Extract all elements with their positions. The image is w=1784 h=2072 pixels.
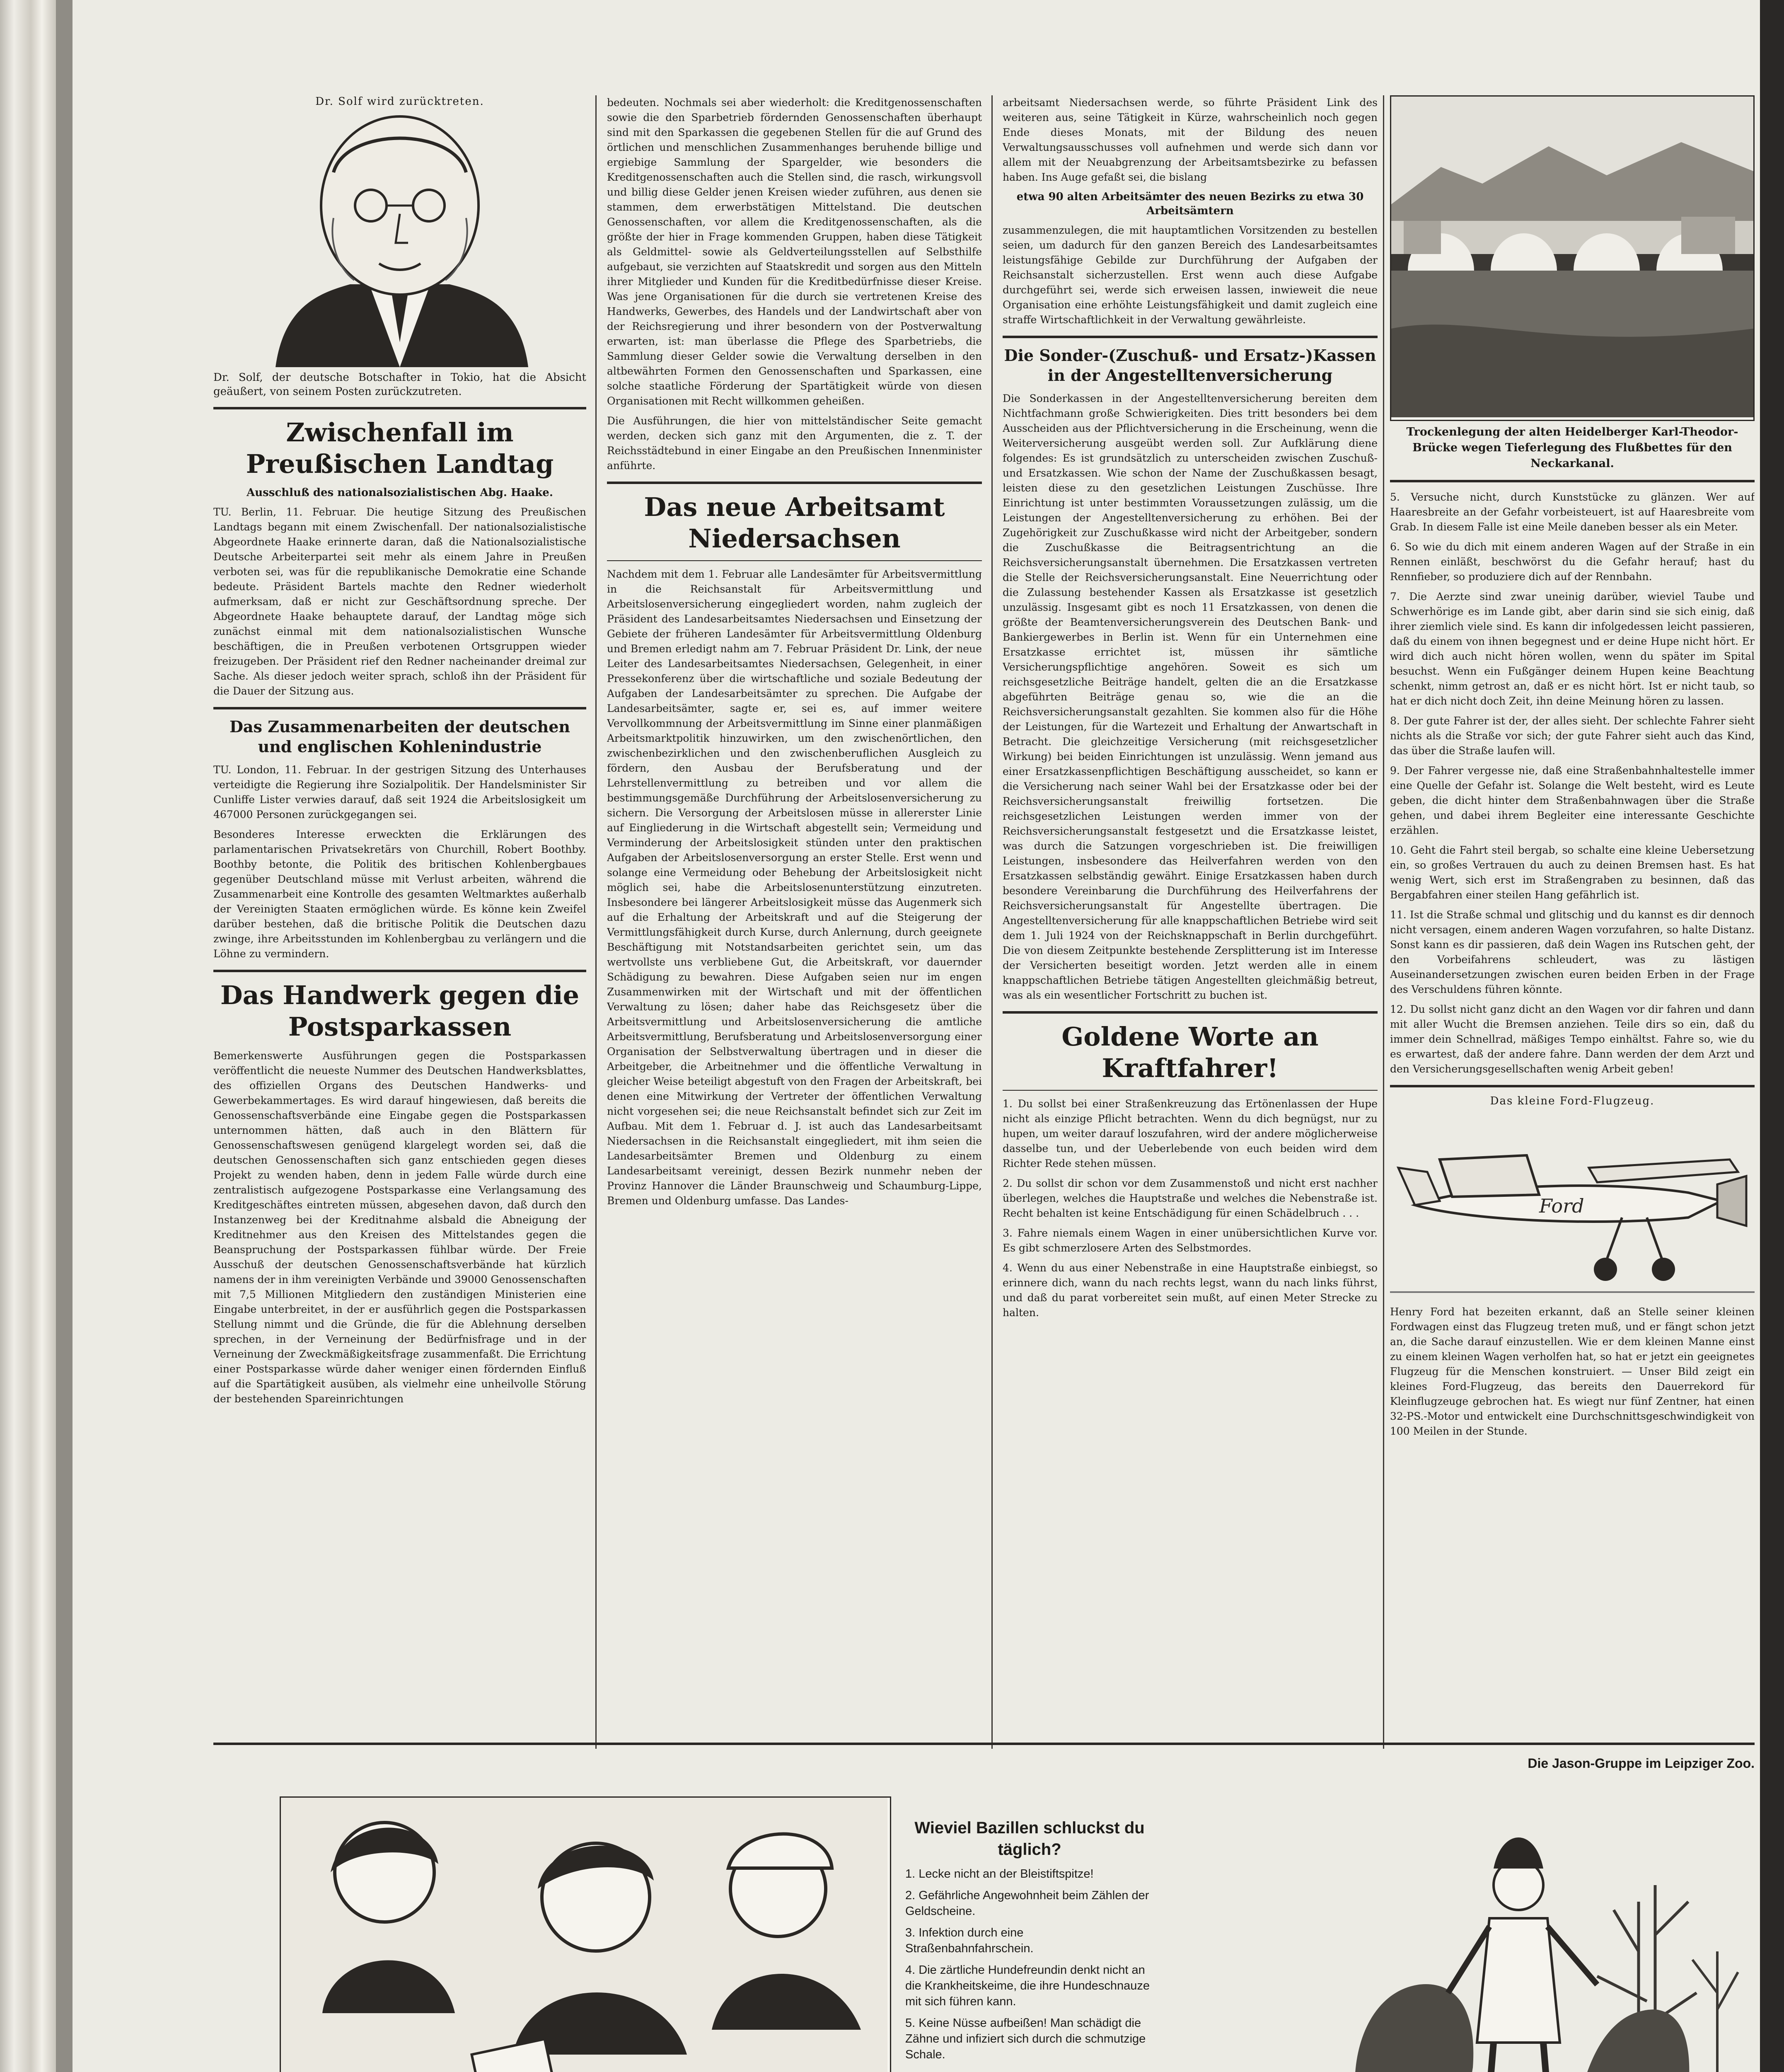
arbeitsamt-continued: arbeitsamt Niedersachsen werde, so führte Präsident Link des weiteren aus, seine Tätigkeit in Kürze, wahrscheinlich noch gegen Ende dieses Monats, mit der Bildung des neuen Verwaltungsausschusses voll aufnehmen und werde sich dann vor allem mit der Neuabgrenzung der Arbeitsamtsbezirke zu befassen haben. Ins Auge gefaßt sei, die bislang	[1003, 97, 1378, 183]
bazillen-item: 5. Keine Nüsse aufbeißen! Man schädigt die Zähne und infiziert sich durch die schmutzige Schale.	[905, 2016, 1146, 2061]
bazillen-item: 3. Infektion durch eine Straßenbahnfahrschein.	[905, 1926, 1034, 1955]
ford-plane-illustration	[1390, 1110, 1755, 1305]
ford-text: Henry Ford hat bezeiten erkannt, daß an Stelle seiner kleinen Fordwagen einst das Flugzeug treten muß, und er fängt schon jetzt an, die Sache darauf einzustellen. Wie er dem kleinen Manne einst zu einem kleinen Wagen verholfen hat, so hat er jetzt ein geeignetes Flugzeug für die Menschen konstruiert. — Unser Bild zeigt ein kleines Ford-Flugzeug, das bereits den Dauerrekord für Kleinflugzeuge gebrochen hat. Es wiegt nur fünf Zentner, hat einen 32-PS.-Motor und entwickelt eine Durchschnittsgeschwindigkeit von 100 Meilen in der Stunde.	[1390, 1306, 1755, 1437]
column-3	[1003, 95, 1378, 1753]
bazillen-item: 2. Gefährliche Angewohnheit beim Zählen der Geldscheine.	[905, 1889, 1149, 1918]
portrait-caption: Dr. Solf, der deutsche Botschafter in Tokio, hat die Absicht geäußert, von seinem Posten zurückzutreten.	[213, 371, 586, 398]
kohlen-text-2: Besonderes Interesse erweckten die Erklärungen des parlamentarischen Privatsekretärs von Churchill, Robert Boothby. Boothby betonte, die Politik des britischen Kohlenbergbaues gegenüber Deutschland müsse mit Verlust arbeiten, während die Zusammenarbeit eine Kontrolle des gesamten Weltmarktes außerhalb der Vereinigten Staaten ermöglichen würde. Es könne kein Zweifel darüber bestehen, daß die britische Politik die Deutschen dazu zwinge, ihre Arbeitsstunden im Kohlenbergbau zu verlängern und die Löhne zu vermindern.	[213, 828, 586, 960]
column-rule	[595, 95, 597, 1749]
bridge-caption: Trockenlegung der alten Heidelberger Karl-Theodor-Brücke wegen Tieferlegung des Flußbettes für den Neckarkanal.	[1406, 426, 1738, 470]
divider	[213, 970, 586, 972]
ersatz-text: Die Sonderkassen in der Angestelltenversicherung bereiten dem Nichtfachmann große Schwierigkeiten. Dies tritt besonders bei dem Ausscheiden aus der Pflichtversicherung in die Erscheinung, wenn die Weiterversicherung ausgeübt werden soll. Zur Aufklärung diene folgendes: Es ist grundsätzlich zu unterscheiden zwischen Zuschuß- und Ersatzkassen. Wie schon der Name der Zuschußkassen besagt, leisten diese zu den gesetzlichen Leistungen Zuschüsse. Ihre Einrichtung ist unter bestimmten Voraussetzungen zulässig, um die Leistungen der Angestelltenversicherung zu erhöhen. Bei der Zugehörigkeit zur Zuschußkasse wird nicht der Arbeitgeber, sondern die Zuschußkasse die Beitragsentrichtung an die Reichsversicherungsanstalt übernehmen. Die Ersatzkassen vertreten die Stelle der Reichsversicherungsanstalt. Eine Neuerrichtung oder die Zulassung bestehender Kassen als Ersatzkasse ist gesetzlich unzulässig. Insgesamt gibt es noch 11 Ersatzkassen, von denen die größte der Beamtenversicherungsverein des Deutschen Bank- und Bankiergewerbes in Berlin ist. Wenn für ein Unternehmen eine Ersatzkasse errichtet ist, müssen ihr sämtliche Versicherungspflichtige angehören. Soweit es sich um reichsgesetzliche Beiträge handelt, gelten die an die Ersatzkasse abgeführten Beiträge genau so, wie die an die Reichsversicherungsanstalt gezahlten. Sie kommen also für die Höhe der Leistungen, für die Wartezeit und Erhaltung der Anwartschaft in Betracht. Die gleichzeitige Versicherung (mit reichsgesetzlicher Wirkung) bei beiden Einrichtungen ist unzulässig. Wenn jemand aus einer Ersatzkassenpflichtigen Beschäftigung ausscheidet, so kann er die Versicherung nach seiner Wahl bei der Ersatzkasse oder bei der Reichsversicherungsanstalt freiwillig fortsetzen. Die reichsgesetzlichen Leistungen werden immer von der Reichsversicherungsanstalt festgesetzt und die Ersatzkasse leistet, was durch die Satzungen vorgeschrieben ist. Die freiwilligen Leistungen, insbesondere das Heilverfahren werden von den Ersatzkassen selbständig gewährt. Einige Ersatzkassen haben durch besondere Vereinbarung die Durchführung des Heilverfahrens der Reichsversicherungsanstalt für Angestellte übertragen. Die Angestelltenversicherung für alle knappschaftlichen Betriebe wird seit dem 1. Juli 1924 von der Reichsknappschaft in Berlin durchgeführt. Die von diesem Zeitpunkte bestehende Zersplitterung ist im Interesse der Versicherten beseitigt worden. Jetzt werden alle in einem knappschaftlichen Betriebe tätigen Angestellten gleichmäßig betreut, was als ein wesentlicher Fortschritt zu buchen ist.	[1003, 392, 1378, 1001]
divider	[607, 482, 982, 484]
goldene-item-8: 8. Der gute Fahrer ist der, der alles sieht. Der schlechte Fahrer sieht nichts als die Straße vor sich; der gute Fahrer sieht auch das Kind, das über die Straße laufen will.	[1390, 715, 1755, 757]
column-rule	[991, 95, 993, 1749]
newspaper-page	[73, 0, 1760, 2072]
kohlen-text-1: TU. London, 11. Februar. In der gestrigen Sitzung des Unterhauses verteidigte die Regierung ihre Sozialpolitik. Der Handelsminister Sir Cunliffe Lister verwies darauf, daß seit 1924 die Arbeitslosigkeit um 467000 Personen zurückgegangen sei.	[213, 764, 586, 821]
people-woodcut-icon	[281, 1798, 887, 2072]
goldene-item-9: 9. Der Fahrer vergesse nie, daß eine Straßenbahnhaltestelle immer eine Quelle der Gefahr ist. Solange die Welt besteht, wird es Leute geben, die dicht hinter dem Straßenbahnwagen über die Straße gehen, und dabei ihrem Begleiter eine interessante Geschichte erzählen.	[1390, 765, 1755, 836]
plane-label: Ford	[1539, 1195, 1584, 1217]
goldene-item-4: 4. Wenn du aus einer Nebenstraße in eine Hauptstraße einbiegst, so erinnere dich, wann du nach rechts legst, wann du nach links führst, und daß du parat vorbereitet sein mußt, auf einen Meter Strecke zu halten.	[1003, 1262, 1378, 1319]
handwerk-continued: bedeuten. Nochmals sei aber wiederholt: die Kreditgenossenschaften sowie die den Sparbetrieb fördernden Genossenschaften überhaupt sind mit den Sparkassen die gegebenen Stellen für die auf Grund des örtlichen und menschlichen Zusammenhanges beruhende billige und ergiebige Sammlung der Spargelder, wie besonders die Kreditgenossenschaften auch die Stellen sind, die rasch, wirkungsvoll und billig diese Gelder jenen Kreisen wieder zuführen, aus denen sie stammen, dem erwerbstätigen Mittelstand. Die deutschen Genossenschaften, vor allem die Kreditgenossenschaften, als die größte der hier in Frage kommenden Gruppen, haben diese Tätigkeit als Geldmittel- sowie als Geldverteilungsstellen auf Selbsthilfe aufgebaut, sie verzichten auf Staatskredit und sorgen aus den Mitteln ihrer Mitglieder und Kunden für die Kreditbedürfnisse dieser Kreise. Was jene Organisationen für die durch sie vertretenen Kreise des Handwerks, Gewerbes, des Handels und der Landwirtschaft aber von der Reichsregierung und ihrer besondern von der Postverwaltung erwarten, ist: man überlasse die Pflege des Sparbetriebs, die Sammlung dieser Gelder sowie die Verwaltung derselben in den altbewährten Formen den Genossenschaften und Sparkassen, eine solche staatliche Förderung der Spartätigkeit würde von diesen Organisationen mit Recht willkommen geheißen.	[607, 97, 982, 407]
column-1	[213, 95, 586, 1753]
goldene-item-3: 3. Fahre niemals einem Wagen in einer unübersichtlichen Kurve vor. Es gibt schmerzlosere Arten des Selbstmordes.	[1003, 1227, 1378, 1254]
divider	[1390, 480, 1755, 482]
handwerk-headline: Das Handwerk gegen die Postsparkassen	[220, 980, 580, 1042]
divider	[607, 560, 982, 561]
handwerk-conclusion: Die Ausführungen, die hier von mittelständischer Seite gemacht werden, decken sich ganz mit den Argumenten, die z. T. der Reichsstädtebund in einer Eingabe an den Preußischen Innenminister anführte.	[607, 415, 982, 472]
arbeitsamt-headline: Das neue Arbeitsamt Niedersachsen	[644, 492, 945, 554]
goldene-item-11: 11. Ist die Straße schmal und glitschig und du kannst es dir dennoch nicht versagen, einem anderen Wagen vorzufahren, so halte Distanz. Sonst kann es dir passieren, daß dein Wagen ins Rutschen geht, der den Vorbeifahrens schleudert, was zu lästigen Auseinandersetzungen zwischen euren beiden Erben in der Frage des Verschuldens führen könnte.	[1390, 909, 1755, 995]
divider	[1003, 1090, 1378, 1091]
book-spine	[0, 0, 56, 2072]
goldene-item-6: 6. So wie du dich mit einem anderen Wagen auf der Straße in ein Rennen einläßt, beschwörst du die Gefahr herauf; hast du Rennfieber, so produziere dich auf der Rennbahn.	[1390, 541, 1755, 583]
bottom-section	[213, 1751, 1755, 2072]
bazillen-item: 4. Die zärtliche Hundefreundin denkt nicht an die Krankheitskeime, die ihre Hundeschnauze mit sich führen kann.	[905, 1963, 1150, 2008]
airplane-icon	[1390, 1110, 1755, 1305]
arbeitsamt-text: Nachdem mit dem 1. Februar alle Landesämter für Arbeitsvermittlung in die Reichsanstalt für Arbeitsvermittlung und Arbeitslosenversicherung eingegliedert worden, nahm zugleich der Präsident des Landesarbeitsamtes Niedersachsen und Einsetzung der Gebiete der früheren Landesämter für Arbeitsvermittlung Oldenburg und Bremen erledigt nahm am 7. Februar Präsident Dr. Link, der neue Leiter des Landesarbeitsamtes Niedersachsen, Gelegenheit, in einer Pressekonferenz über die wirtschaftliche und soziale Bedeutung der Aufgaben der Landesarbeitsämter zu sprechen. Die Aufgabe der Landesarbeitsämter, sagte er, sei es, auf immer weitere Vervollkommnung der Arbeitsvermittlung im Sinne einer planmäßigen Arbeitsmarktpolitik hinzuwirken, um den zwischenörtlichen, den zwischenbezirklichen und den zwischenberuflichen Ausgleich zu fördern, den Ausbau der Berufsberatung und der Lehrstellenvermittlung zu betreiben und vor allem die bestimmungsgemäße Durchführung der Arbeitslosenversicherung zu sichern. Die Versorgung der Arbeitslosen müsse in allererster Linie auf Eingliederung in die Wirtschaft abgestellt sein; Vermeidung und Verminderung der Arbeitslosigkeit stünden unter den praktischen Aufgaben der Arbeitslosenversorgung an erster Stelle. Erst wenn und solange eine Vermeidung oder Behebung der Arbeitslosigkeit nicht möglich sei, habe die Arbeitslosenunterstützung einzutreten. Insbesondere bei längerer Arbeitslosigkeit müsse das Augenmerk sich auf die Erhaltung der Arbeitskraft und auf die Steigerung der Vermittlungsfähigkeit durch Kurse, durch Anlernung, durch geeignete Beschäftigung mit Notstandsarbeiten gerichtet sein, um das wertvollste uns verbliebene Gut, die Arbeitskraft, vor dauernder Schädigung zu bewahren. Diese Aufgaben seien nur im engen Zusammenwirken mit der Wirtschaft und mit der öffentlichen Verwaltung zu lösen; daher habe das Reichsgesetz über die Arbeitsvermittlung und Arbeitslosenversicherung die amtliche Arbeitsvermittlung, Berufsberatung und Arbeitslosenversorgung einer Organisation der Selbstverwaltung übertragen und in dieser die Arbeitgeber, die Arbeitnehmer und die öffentliche Verwaltung in gleicher Weise beteiligt abgestuft von den Fragen der Arbeitskraft, bei denen eine Mitwirkung der Vertreter der öffentlichen Verwaltung nicht vorgesehen sei; die neue Reichsanstalt befindet sich zur Zeit im Aufbau. Mit dem 1. Februar d. J. ist auch das Landesarbeitsamt Niedersachsen in die Reichsanstalt eingegliedert, mit ihm seien die Landesarbeitsämter Bremen und Oldenburg zu einem Landesarbeitsamt vereinigt, dessen Bezirk nunmehr neben der Provinz Hannover die Länder Braunschweig und Schaumburg-Lippe, Bremen und Oldenburg umfasse. Das Landes-	[607, 568, 982, 1207]
man-portrait-icon	[213, 110, 586, 367]
ford-title: Das kleine Ford-Flugzeug.	[1490, 1095, 1655, 1107]
bazillen-title: Wieviel Bazillen schluckst du täglich?	[914, 1819, 1145, 1859]
portrait-title: Dr. Solf wird zurücktreten.	[315, 95, 484, 108]
divider	[213, 407, 586, 409]
goldene-item-10: 10. Geht die Fahrt steil bergab, so schalte eine kleine Uebersetzung ein, so großes Vertrauen du auch zu deinen Bremsen hast. Es hat wenig Wert, sich erst im Straßengraben zu besinnen, daß das Bergabfahren einer steilen Hang gefährlich ist.	[1390, 844, 1755, 901]
goldene-item-12: 12. Du sollst nicht ganz dicht an den Wagen vor dir fahren und dann mit aller Wucht die Bremsen anziehen. Teile dirs so ein, daß du immer dein Schnellrad, mäßiges Tempo einhältst. Fahre so, wie du es erwartest, daß der andere fahre. Dann werden der dem Arzt und den Versicherungsgesellschaften wenig Arbeit geben!	[1390, 1003, 1755, 1075]
goldene-item-5: 5. Versuche nicht, durch Kunststücke zu glänzen. Wer auf Haaresbreite an der Gefahr vorbeisteuert, ist auf Haaresbreite vom Grab. In diesem Falle ist eine Meile daneben besser als ein Meter.	[1390, 491, 1755, 533]
page-gutter	[56, 0, 73, 2072]
landtag-text: TU. Berlin, 11. Februar. Die heutige Sitzung des Preußischen Landtags begann mit einem Zwischenfall. Der nationalsozialistische Abgeordnete Haake erinnerte daran, daß die Nationalsozialistische Deutsche Arbeiterpartei seit mehr als einem Jahre in Preußen verboten sei, was für die republikanische Demokratie eine Schande bedeute. Präsident Bartels machte den Redner wiederholt aufmerksam, daß er nicht zur Geschäftsordnung spreche. Der Abgeordnete Haake behauptete darauf, der Landtag möge sich zunächst einmal mit dem nationalsozialistischen Wunsche beschäftigen, die in Preußen verbotenen Ortsgruppen wieder freizugeben. Der Präsident rief den Redner nacheinander dreimal zur Sache. Als dieser jedoch weiter sprach, schloß ihn der Präsident für die Dauer der Sitzung aus.	[213, 506, 586, 697]
kohlen-headline: Das Zusammenarbeiten der deutschen und englischen Kohlenindustrie	[229, 717, 570, 756]
divider	[213, 707, 586, 709]
statue-icon	[1282, 1777, 1755, 2072]
landtag-headline: Zwischenfall im Preußischen Landtag	[246, 417, 554, 479]
arbeitsamt-highlight: etwa 90 alten Arbeitsämter des neuen Bezirks zu etwa 30 Arbeitsämtern	[1016, 191, 1364, 217]
divider	[1003, 1011, 1378, 1014]
book-edge	[1760, 0, 1784, 2072]
ersatz-headline: Die Sonder-(Zuschuß- und Ersatz-)Kassen in der Angestelltenversicherung	[1004, 346, 1376, 385]
handwerk-text: Bemerkenswerte Ausführungen gegen die Postsparkassen veröffentlicht die neueste Nummer des Deutschen Handwerksblattes, des offiziellen Organs des Deutschen Handwerks- und Gewerbekammertages. Es wird darauf hingewiesen, daß bereits die Genossenschaftsverbände eine Eingabe gegen die Postsparkassen unternommen hätten, daß auch in den Blättern für Genossenschaftswesen genügend klargelegt worden sei, daß die deutschen Genossenschaften sich ganz entschieden gegen dieses Projekt zu wenden haben, denn in jedem Falle würde durch eine zentralistisch aufgezogene Postsparkasse eine Verlangsamung des Kreditgeschäftes eintreten müssen, abgesehen davon, daß durch den Instanzenweg bei der Kreditnahme alsbald die Abneigung der Kreditnehmer aus den Kreisen des Mittelstandes gegen die Beanspruchung der Postsparkassen fühlbar würde. Der Freie Ausschuß der deutschen Genossenschaftsverbände hat kürzlich namens der in ihm vereinigten Verbände und 39000 Genossenschaften mit 7,5 Millionen Mitgliedern den zuständigen Ministerien eine Eingabe unterbreitet, in der er ausführlich gegen die Postsparkassen Stellung nimmt und die Gründe, die für die Ablehnung derselben sprechen, in der Verneinung der Bedürfnisfrage und in der Verneinung der Zweckmäßigkeitsfrage zusammenfaßt. Die Errichtung einer Postsparkasse würde daher weniger einen fördernden Einfluß auf die Spartätigkeit ausüben, als vielmehr eine unheilvolle Störung der bestehenden Spareinrichtungen	[213, 1050, 586, 1405]
arbeitsamt-continued-2: zusammenzulegen, die mit hauptamtlichen Vorsitzenden zu bestellen seien, um dadurch für den ganzen Bereich des Landesarbeitsamtes leistungsfähige Gebilde zur Durchführung der Aufgaben der Reichsanstalt sicherzustellen. Erst wenn auch diese Aufgabe durchgeführt sei, werde sich erweisen lassen, inwieweit die neue Organisation eine erhöhte Leistungsfähigkeit und damit zugleich eine straffe Wirtschaftlichkeit in der Verwaltung gewährleiste.	[1003, 224, 1378, 326]
goldene-item-7: 7. Die Aerzte sind zwar uneinig darüber, wieviel Taube und Schwerhörige es im Lande gibt, aber darin sind sie sich einig, daß ihrer ziemlich viele sind. Es kann dir infolgedessen leicht passieren, daß du einem von ihnen begegnest und er deine Hupe nicht hört. Er wird dich auch nicht hören wollen, wenn du später im Spital besuchst. Wenn ein Fußgänger deinem Hupen keine Beachtung schenkt, nimm getrost an, daß er es nicht hört. Ist er nicht taub, so hat er dich nicht doch Zeit, ihn deine Meinung hören zu lassen.	[1390, 591, 1755, 707]
goldene-item-2: 2. Du sollst dir schon vor dem Zusammenstoß und nicht erst nachher überlegen, welches die Hauptstraße und welches die Nebenstraße ist. Recht behalten ist keine Entschädigung für einen Schädelbruch . . .	[1003, 1177, 1378, 1219]
divider	[1003, 336, 1378, 338]
goldene-headline: Goldene Worte an Kraftfahrer!	[1061, 1021, 1319, 1083]
bridge-icon	[1391, 97, 1753, 417]
bridge-photo	[1390, 95, 1755, 421]
jason-statue-illustration	[1282, 1777, 1755, 2072]
bazillen-list	[905, 1866, 1154, 2062]
portrait-illustration	[213, 110, 586, 367]
column-2	[607, 95, 982, 1753]
bacteria-illustration	[280, 1796, 891, 2072]
landtag-subline: Ausschluß des nationalsozialistischen Abg. Haake.	[247, 487, 553, 499]
jason-panel	[1282, 1751, 1755, 2072]
divider	[1390, 1085, 1755, 1087]
bazillen-item: 1. Lecke nicht an der Bleistiftspitze!	[905, 1867, 1094, 1881]
column-4	[1390, 95, 1755, 1753]
jason-title: Die Jason-Gruppe im Leipziger Zoo.	[1528, 1756, 1755, 1771]
column-rule	[1383, 95, 1384, 1749]
bazillen-panel	[905, 1813, 1154, 2068]
divider	[213, 1743, 1755, 1745]
goldene-item-1: 1. Du sollst bei einer Straßenkreuzung das Ertönenlassen der Hupe nicht als einzige Pflicht betrachten. Wenn du dich begnügst, nur zu hupen, um weiter darauf loszufahren, wird der andere möglicherweise dasselbe tun, und der Ueberlebende von euch beiden wird dem Richter Rede stehen müssen.	[1003, 1098, 1378, 1169]
